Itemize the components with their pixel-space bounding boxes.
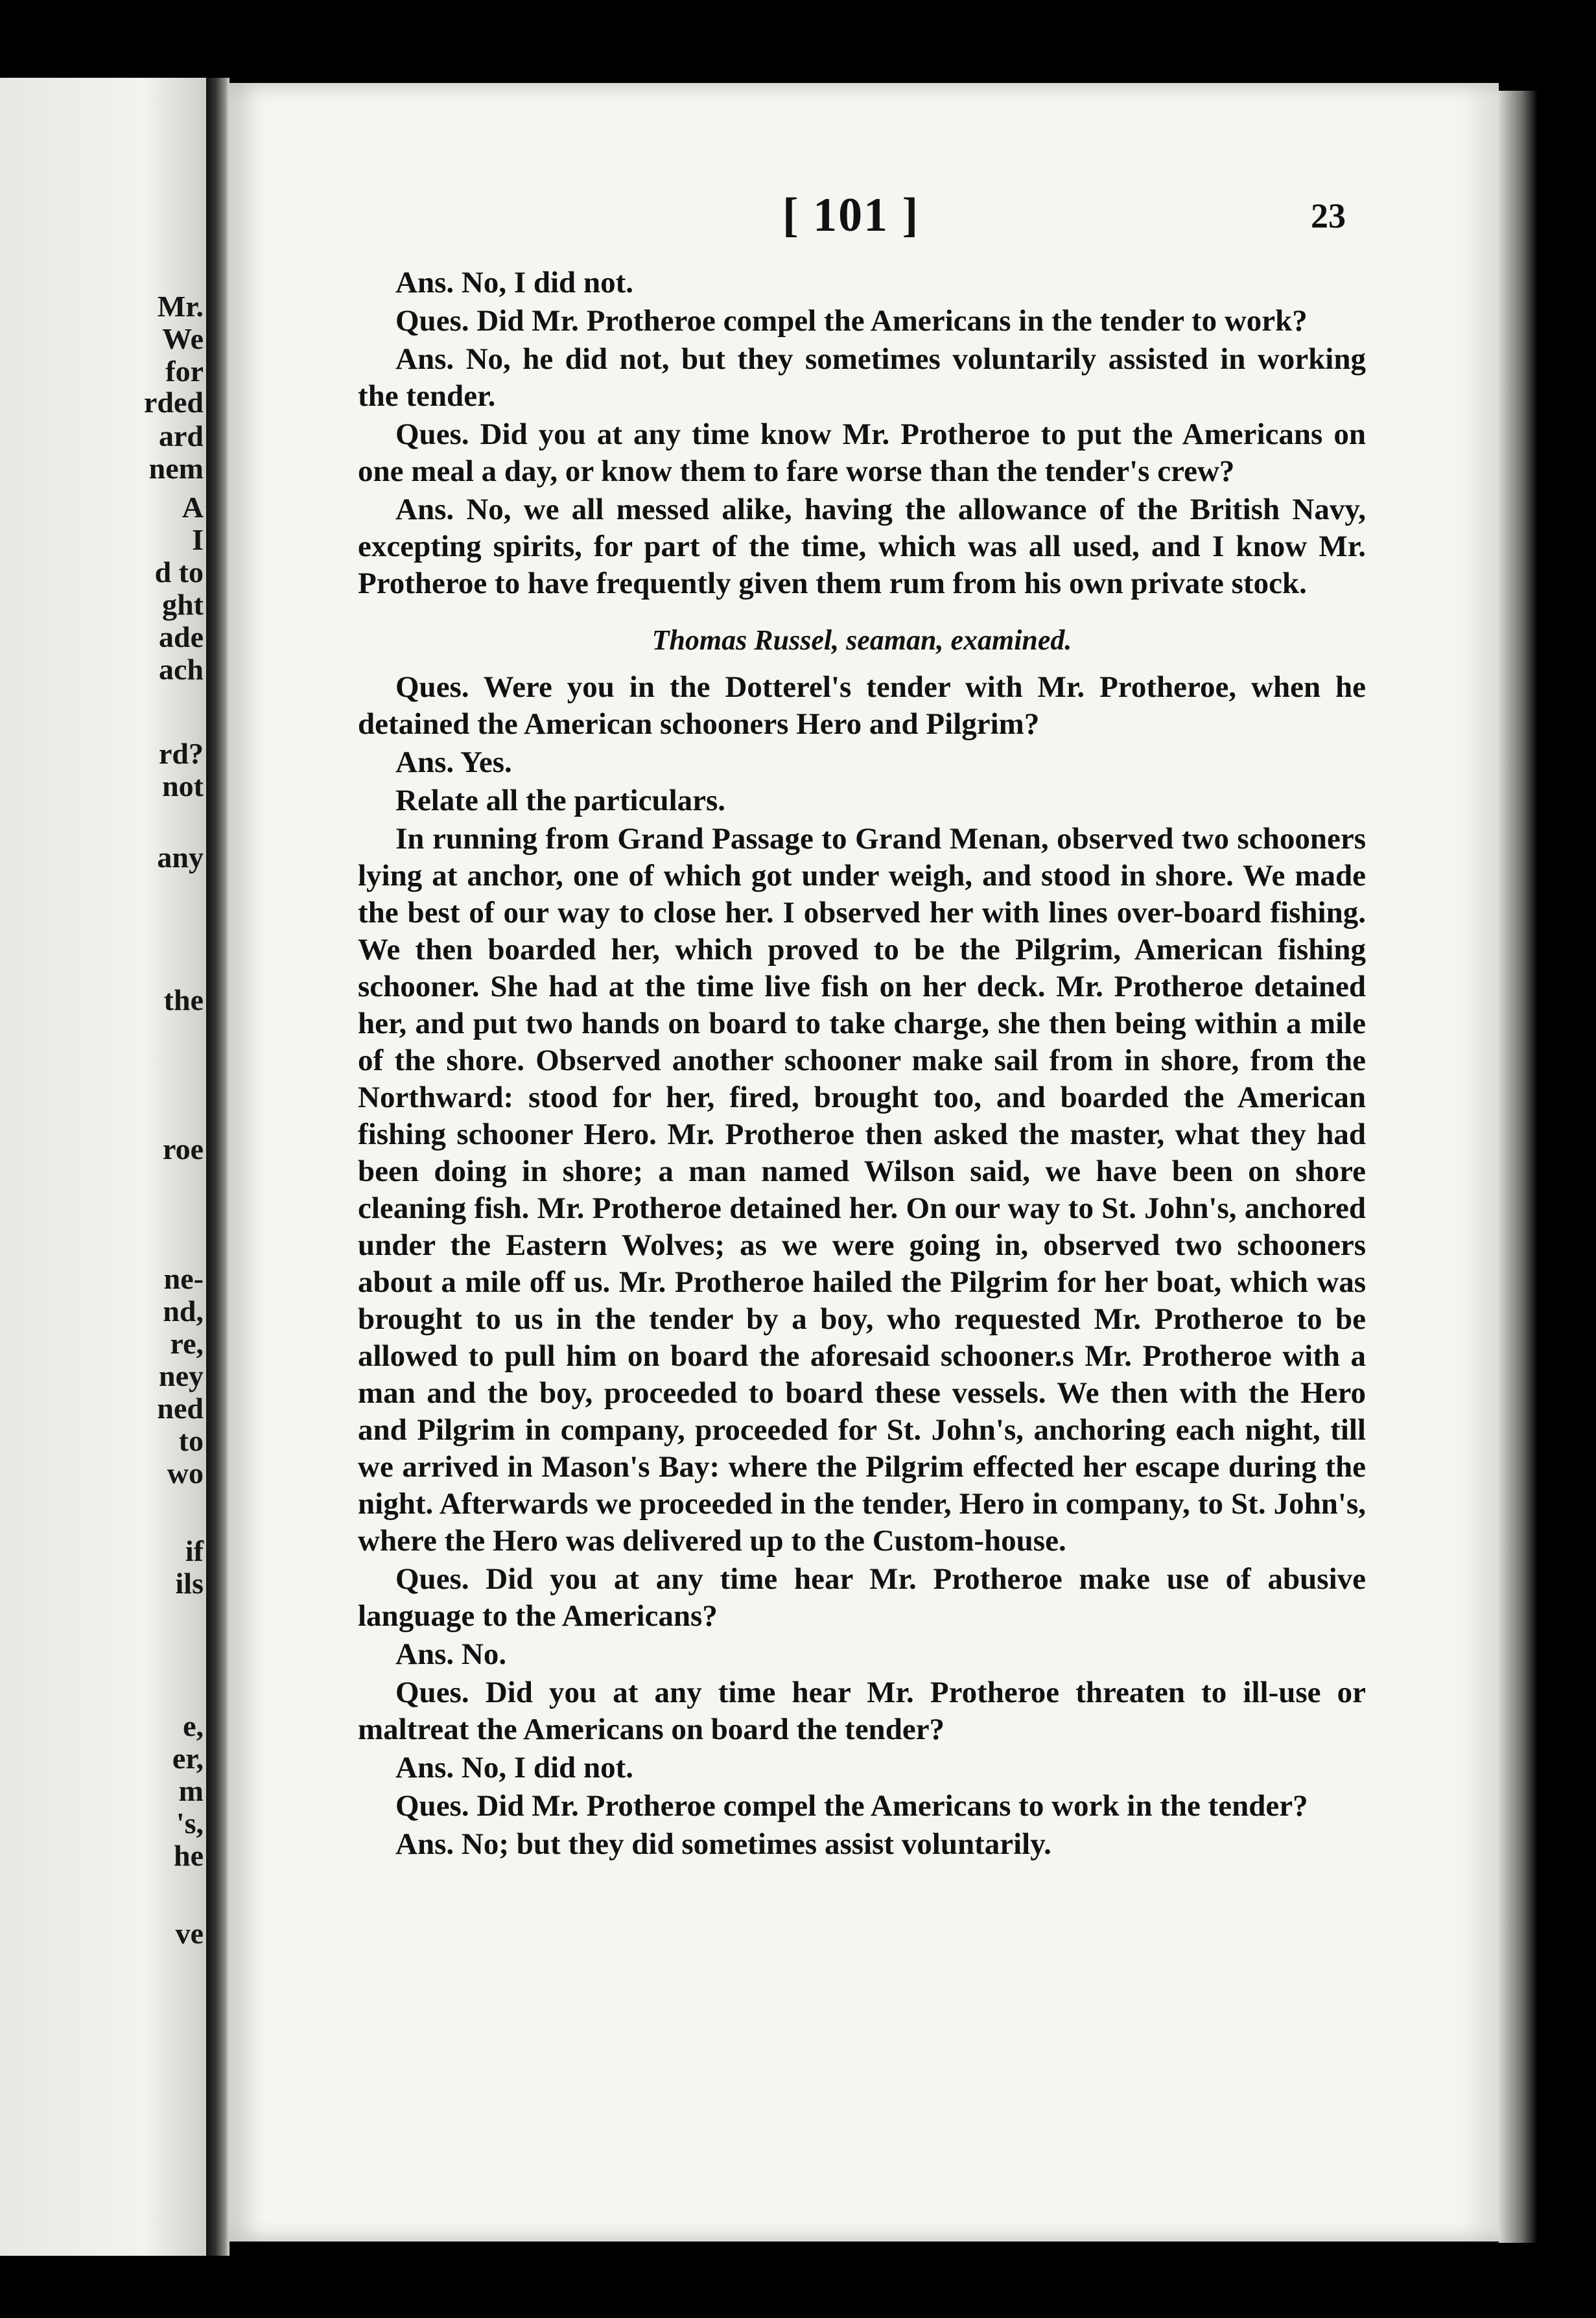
left-fragment: e, <box>183 1709 204 1742</box>
left-fragment: ve <box>175 1917 204 1950</box>
left-fragment: re, <box>170 1327 204 1360</box>
left-fragment: for <box>165 355 204 388</box>
left-fragment: A <box>182 491 204 524</box>
left-fragment: 's, <box>176 1807 204 1840</box>
left-page-text-fragments <box>141 78 206 2256</box>
paragraph: In running from Grand Passage to Grand Menan, observed two schooners lying at anchor, one of which got under weigh, and stood in shore. We made the best of our way to close her. I observed her with lines over-board fishing. We then boarded her, which proved to be the Pilgrim, American fishing schooner. She had at the time live fish on her deck. Mr. Protheroe detained her, and put two hands on board to take charge, she then being within a mile of the shore. Observed another schooner make sail from in shore, from the Northward: stood for her, fired, brought too, and boarded the American fishing schooner Hero. Mr. Protheroe then asked the master, what they had been doing in shore; a man named Wilson said, we have been on shore cleaning fish. Mr. Protheroe detained her. On our way to St. John's, anchored under the Eastern Wolves; as we were going in, observed two schooners about a mile off us. Mr. Protheroe hailed the Pilgrim for her boat, which was brought to us in the tender by a boy, who requested Mr. Protheroe to be allowed to pull him on board the aforesaid schooner.s Mr. Protheroe with a man and the boy, proceeded to board these vessels. We then with the Hero and Pilgrim in company, proceeded for St. John's, anchoring each night, till we arrived in Mason's Bay: where the Pilgrim effected her escape during the night. Afterwards we proceeded in the tender, Hero in company, to St. John's, where the Hero was delivered up to the Custom-house. <box>358 822 1366 1558</box>
left-fragment: rded <box>144 386 204 419</box>
left-fragment: nem <box>148 452 204 485</box>
left-fragment: if <box>185 1534 204 1567</box>
left-fragment: rd? <box>159 737 204 770</box>
left-fragment: Mr. <box>157 290 204 323</box>
left-fragment: ach <box>159 653 204 686</box>
left-fragment: m <box>178 1774 204 1807</box>
left-fragment: the <box>163 983 204 1016</box>
paragraph: Ques. Did you at any time know Mr. Protheroe to put the Americans on one meal a day, or know them to fare worse than the tender's crew? <box>358 417 1366 488</box>
paragraph: Ans. No; but they did sometimes assist voluntarily. <box>395 1827 1051 1861</box>
left-fragment: d to <box>154 556 204 589</box>
left-fragment: ney <box>159 1359 204 1392</box>
left-fragment: roe <box>162 1132 204 1165</box>
left-fragment: I <box>192 523 204 556</box>
paragraph: Ans. Yes. <box>395 745 512 779</box>
paragraph: Relate all the particulars. <box>395 784 726 817</box>
left-fragment: wo <box>167 1457 204 1490</box>
left-fragment: to <box>178 1424 204 1457</box>
paragraph: Ques. Did you at any time hear Mr. Protheroe threaten to ill-use or maltreat the Americans on board the tender? <box>358 1676 1366 1746</box>
left-fragment: ne- <box>163 1262 204 1295</box>
paragraph: Ques. Were you in the Dotterel's tender with Mr. Protheroe, when he detained the American schooners Hero and Pilgrim? <box>358 670 1366 741</box>
page-number: 23 <box>1311 196 1346 235</box>
left-fragment: ils <box>175 1567 204 1600</box>
paragraph: Ans. No. <box>395 1637 507 1671</box>
right-page <box>228 83 1499 2242</box>
book-spine <box>206 78 229 2256</box>
left-fragment: ned <box>157 1392 204 1425</box>
paragraph: Ans. No, he did not, but they sometimes voluntarily assisted in working the tender. <box>358 342 1366 413</box>
paragraph: Ques. Did Mr. Protheroe compel the Americans in the tender to work? <box>395 304 1308 338</box>
paragraph: Ans. No, I did not. <box>395 266 633 299</box>
witness-heading: Thomas Russel, seaman, examined. <box>651 624 1072 656</box>
left-fragment: nd, <box>163 1294 204 1328</box>
left-fragment: er, <box>172 1742 204 1775</box>
page-header <box>228 188 1499 253</box>
page-marker: [ 101 ] <box>782 189 920 242</box>
page-edge-shadow <box>1499 91 1538 2243</box>
left-fragment: any <box>157 841 204 874</box>
paragraph: Ques. Did Mr. Protheroe compel the Americans to work in the tender? <box>395 1789 1308 1823</box>
page-body <box>358 264 1366 1863</box>
left-fragment: ard <box>159 419 204 452</box>
left-fragment: We <box>162 322 204 355</box>
paragraph: Ans. No, we all messed alike, having the allowance of the British Navy, excepting spirits, for part of the time, which was all used, and I know Mr. Protheroe to have frequently given them rum from his own private stock. <box>358 493 1366 600</box>
paragraph: Ans. No, I did not. <box>395 1751 633 1785</box>
left-fragment: he <box>174 1839 204 1872</box>
paragraph: Ques. Did you at any time hear Mr. Protheroe make use of abusive language to the Americans? <box>358 1562 1366 1633</box>
left-fragment: ade <box>159 620 204 653</box>
left-fragment: not <box>162 769 204 802</box>
left-page-fragment <box>0 78 206 2256</box>
left-fragment: ght <box>162 588 204 621</box>
